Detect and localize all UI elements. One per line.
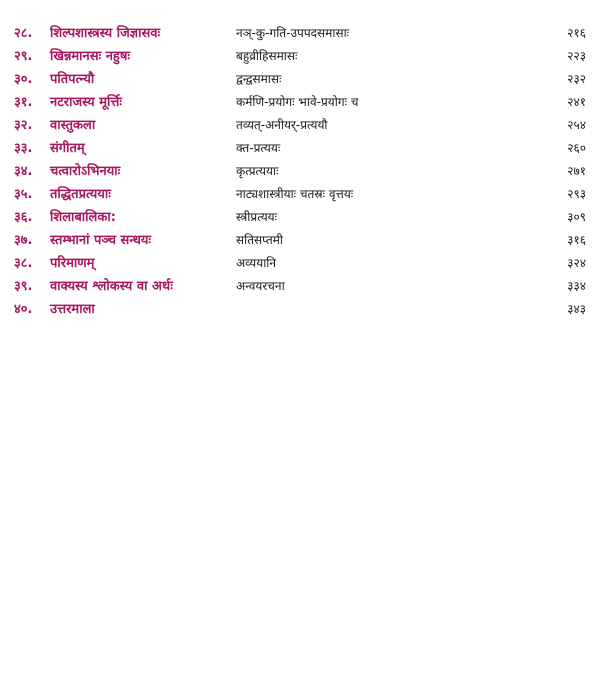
toc-row: [0, 45, 600, 68]
grammar-topic: बहुव्रीहिसमासः: [236, 49, 298, 63]
chapter-title: वाक्यस्य श्लोकस्य वा अर्थः: [50, 279, 173, 294]
chapter-title: उत्तरमाला: [50, 302, 95, 317]
page-number: २५४: [567, 118, 586, 132]
page-number: ३३४: [567, 279, 586, 293]
chapter-title: चत्वारोऽभिनयाः: [50, 164, 121, 179]
toc-row: [0, 160, 600, 183]
toc-row: [0, 275, 600, 298]
grammar-topic: द्वन्द्वसमासः: [236, 72, 282, 86]
table-of-contents: [0, 22, 600, 321]
chapter-number: ३६.: [14, 210, 33, 225]
chapter-title: तद्धितप्रत्ययाः: [50, 187, 111, 202]
page-number: २३२: [567, 72, 586, 86]
grammar-topic: नाट्यशास्त्रीयाः चतस्रः वृत्तयः: [236, 187, 354, 201]
toc-row: [0, 229, 600, 252]
grammar-topic: स्त्रीप्रत्ययः: [236, 210, 278, 224]
chapter-title: शिलाबालिका:: [50, 210, 116, 225]
chapter-number: ३३.: [14, 141, 33, 156]
grammar-topic: नञ्-कु-गति-उपपदसमासाः: [236, 26, 350, 40]
chapter-number: ४०.: [14, 302, 33, 317]
chapter-number: ३०.: [14, 72, 33, 87]
toc-row: [0, 114, 600, 137]
grammar-topic: तव्यत्-अनीयर्-प्रत्ययौ: [236, 118, 328, 132]
chapter-title: संगीतम्: [50, 141, 85, 156]
chapter-title: परिमाणम्: [50, 256, 95, 271]
grammar-topic: कृत्प्रत्ययाः: [236, 164, 279, 178]
chapter-number: ३९.: [14, 279, 33, 294]
toc-row: [0, 68, 600, 91]
chapter-number: ३१.: [14, 95, 33, 110]
grammar-topic: कर्मणि-प्रयोगः भावे-प्रयोगः च: [236, 95, 359, 109]
chapter-title: खिन्नमानसः नहुषः: [50, 49, 130, 64]
chapter-number: ३७.: [14, 233, 33, 248]
chapter-title: स्तम्भानां पञ्च सन्धयः: [50, 233, 152, 248]
grammar-topic: अव्ययानि: [236, 256, 277, 270]
page-number: २२३: [567, 49, 586, 63]
chapter-number: ३८.: [14, 256, 33, 271]
toc-row: [0, 137, 600, 160]
page-number: २४१: [567, 95, 586, 109]
toc-row: [0, 22, 600, 45]
chapter-number: ३४.: [14, 164, 33, 179]
page-number: ३४३: [567, 302, 586, 316]
toc-row: [0, 183, 600, 206]
grammar-topic: सतिसप्तमी: [236, 233, 283, 247]
page-number: २७१: [567, 164, 586, 178]
chapter-number: ३५.: [14, 187, 33, 202]
toc-row: [0, 91, 600, 114]
chapter-title: शिल्पशास्त्रस्य जिज्ञासवः: [50, 26, 161, 41]
chapter-number: २९.: [14, 49, 33, 64]
page-number: २९३: [567, 187, 586, 201]
chapter-title: वास्तुकला: [50, 118, 96, 133]
toc-row: [0, 206, 600, 229]
page-number: २१६: [567, 26, 586, 40]
chapter-title: नटराजस्य मूर्त्तिः: [50, 95, 122, 110]
toc-row: [0, 252, 600, 275]
page-number: ३१६: [567, 233, 586, 247]
grammar-topic: अन्वयरचना: [236, 279, 285, 293]
chapter-number: ३२.: [14, 118, 33, 133]
toc-row: [0, 298, 600, 321]
chapter-number: २८.: [14, 26, 33, 41]
page-number: ३०९: [567, 210, 586, 224]
page-number: ३२४: [567, 256, 586, 270]
grammar-topic: क्त-प्रत्ययः: [236, 141, 281, 155]
chapter-title: पतिपत्न्यौ: [50, 72, 95, 87]
page-number: २६०: [567, 141, 586, 155]
